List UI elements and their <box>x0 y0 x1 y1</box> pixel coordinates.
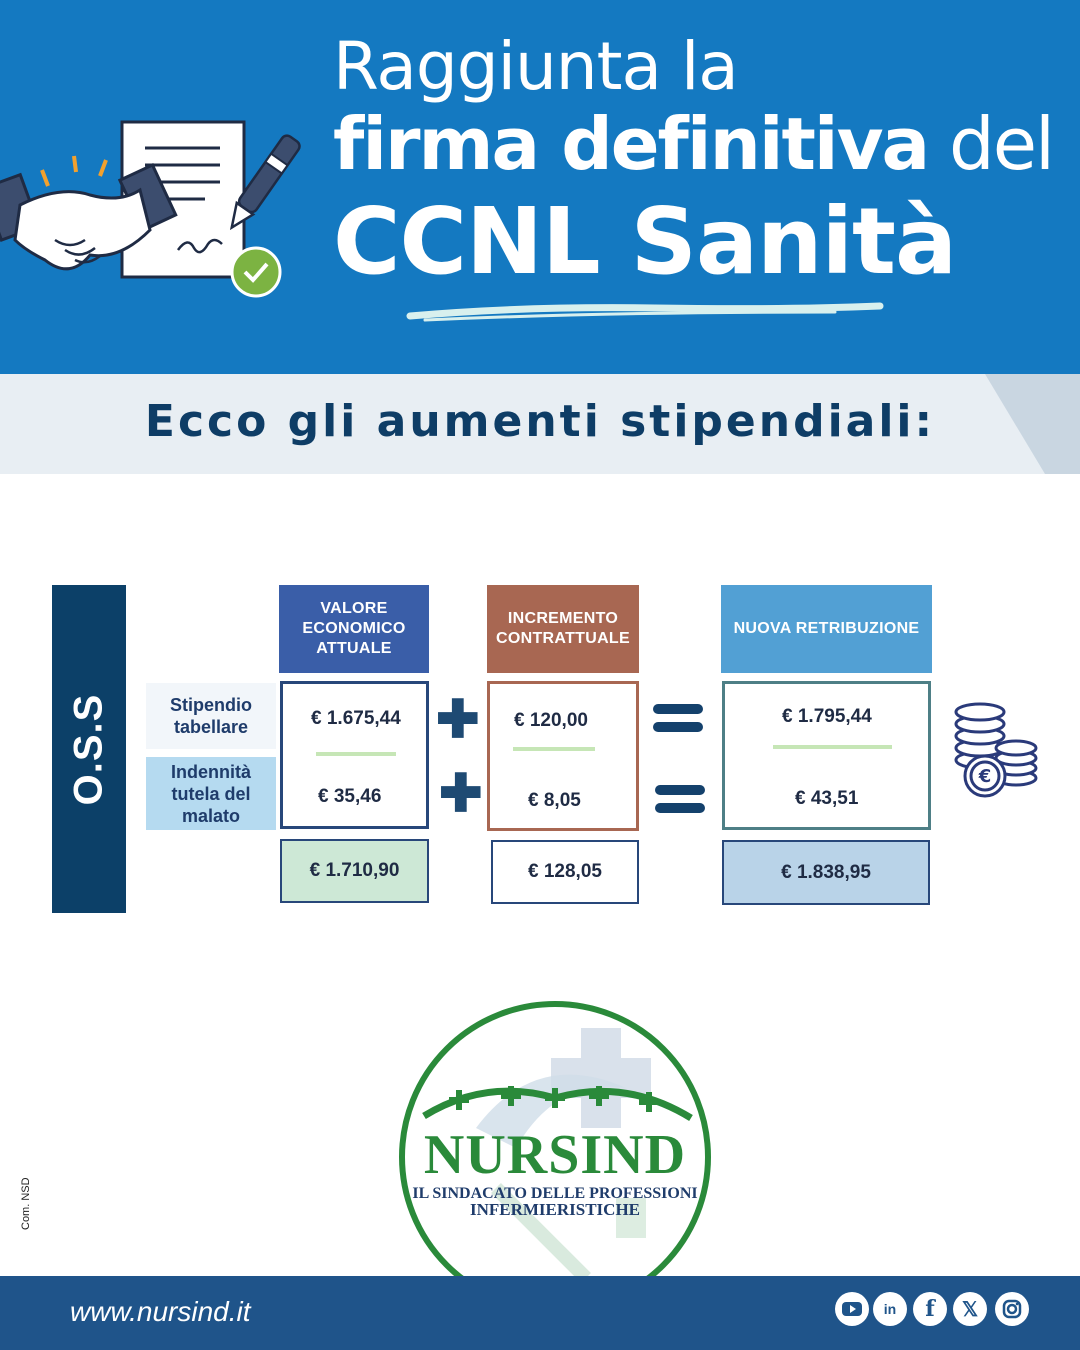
value-nuova-indennita: € 43,51 <box>795 788 859 809</box>
plus-icon: ✚ <box>436 691 480 749</box>
divider-line <box>316 752 396 756</box>
total-nuova: € 1.838,95 <box>722 840 930 905</box>
equals-icon-top-bar <box>655 785 705 795</box>
instagram-icon[interactable] <box>995 1292 1029 1326</box>
handshake-contract-icon <box>0 110 320 310</box>
nursind-logo <box>396 998 714 1316</box>
logo-tagline-1: IL SINDACATO DELLE PROFESSIONI <box>412 1185 698 1202</box>
column-header-incremento: INCREMENTO CONTRATTUALE <box>487 585 639 673</box>
value-nuova-stipendio: € 1.795,44 <box>782 706 872 727</box>
coins-euro-icon <box>948 700 1043 800</box>
logo-tagline-2: INFERMIERISTICHE <box>469 1200 641 1219</box>
column-header-nuova: NUOVA RETRIBUZIONE <box>721 585 932 673</box>
total-incremento: € 128,05 <box>491 840 639 904</box>
equals-icon-top-bar <box>653 704 703 714</box>
equals-icon-bottom-bar <box>655 803 705 813</box>
logo-name: NURSIND <box>423 1124 687 1186</box>
linkedin-icon[interactable]: in <box>873 1292 907 1326</box>
category-label-wrap <box>52 585 126 913</box>
website-link[interactable]: www.nursind.it <box>70 1296 251 1327</box>
value-incremento-indennita: € 8,05 <box>528 790 581 811</box>
title-bold-part: firma definitiva <box>333 102 929 186</box>
x-icon[interactable]: 𝕏 <box>953 1292 987 1326</box>
column-header-valore: VALORE ECONOMICO ATTUALE <box>279 585 429 673</box>
youtube-icon[interactable] <box>835 1292 869 1326</box>
svg-text:€: € <box>978 766 992 787</box>
title-line-2 <box>333 102 1053 186</box>
row-label-indennita: Indennità tutela del malato <box>146 757 276 830</box>
equals-icon-bottom-bar <box>653 722 703 732</box>
title-line-3: CCNL Sanità <box>333 188 957 295</box>
value-incremento-stipendio: € 120,00 <box>514 710 588 731</box>
title-light-part: del <box>949 102 1054 186</box>
side-note: Com. NSD <box>20 1177 32 1230</box>
divider-line <box>773 745 892 749</box>
band-title: Ecco gli aumenti stipendiali: <box>144 396 936 447</box>
value-valore-indennita: € 35,46 <box>318 786 382 807</box>
plus-icon: ✚ <box>439 765 483 823</box>
brush-underline <box>405 298 885 328</box>
divider-line <box>513 747 595 751</box>
facebook-icon[interactable]: f <box>913 1292 947 1326</box>
title-line-1: Raggiunta la <box>333 28 738 105</box>
row-label-stipendio: Stipendio tabellare <box>146 683 276 749</box>
total-valore: € 1.710,90 <box>280 839 429 903</box>
value-valore-stipendio: € 1.675,44 <box>311 708 401 729</box>
category-label: O.S.S <box>66 693 111 805</box>
